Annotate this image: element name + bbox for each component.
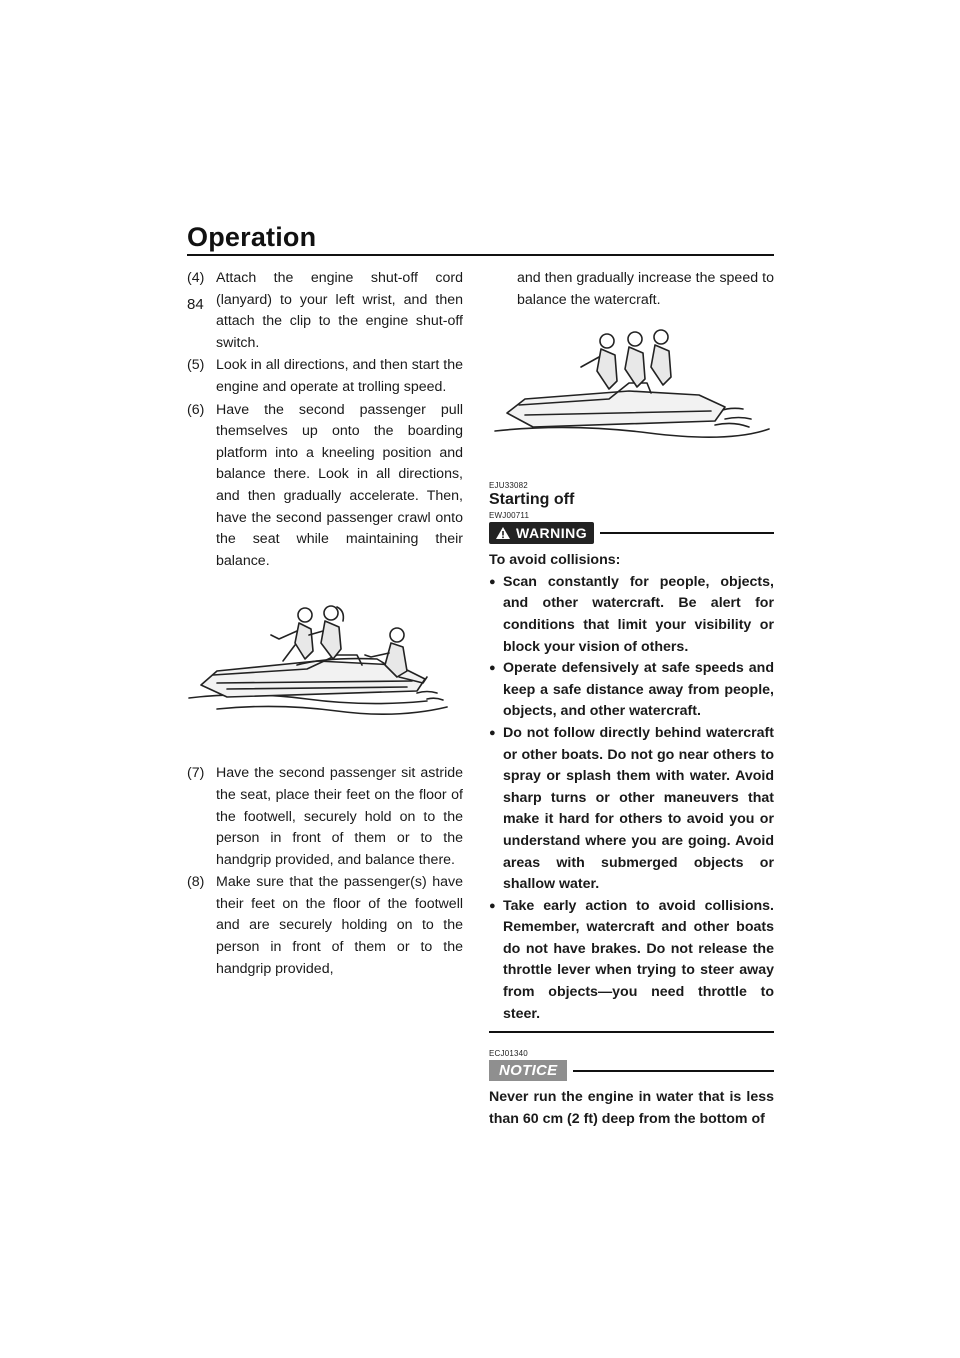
warning-bullet (489, 658, 774, 723)
notice-text: Never run the engine in water that is less than 60 cm (2 ft) deep from the bottom of (489, 1089, 774, 1127)
warning-end-rule (489, 1031, 774, 1033)
step-item (187, 268, 463, 354)
step-number: (4) (187, 270, 205, 286)
bullet-dot: ● (489, 575, 496, 588)
notice-label: NOTICE (489, 1060, 567, 1081)
bullet-dot: ● (489, 662, 496, 675)
step-number: (7) (187, 765, 205, 782)
step-text: Attach the engine shut-off cord (lanyard) to your left wrist, and then attach the clip to the engine shut-off switch. (216, 270, 463, 351)
left-column (187, 268, 463, 981)
step-item (187, 763, 463, 871)
step-number: (6) (187, 401, 205, 418)
section-code: EJU33082 (489, 481, 528, 491)
step-text: Have the second passenger pull themselves up onto the boarding platform into a kneeling position and balance there. Look in all directions, and then gradually accelerate. Then, have the second passenger crawl onto the seat while maintaining their balance. (216, 401, 463, 569)
watercraft-boarding-illustration (187, 573, 463, 763)
step-text: Have the second passenger sit astride the seat, place their feet on the floor of the footwell, securely hold on to the person in front of them or to the handgrip provided, and balance there. (216, 765, 463, 868)
step-text: Make sure that the passenger(s) have their feet on the floor of the footwell and are securely holding on to the person in front of them or to the handgrip provided, (216, 874, 463, 977)
continuation-text: and then gradually increase the speed to balance the watercraft. (517, 270, 774, 308)
warning-triangle-icon (495, 526, 511, 540)
warning-code: EWJ00711 (489, 511, 530, 521)
step-number: (8) (187, 874, 205, 891)
watercraft-three-riders-illustration (489, 311, 774, 481)
warning-header (489, 522, 774, 544)
step-text: Look in all directions, and then start the engine and operate at trolling speed. (216, 357, 463, 395)
warning-bullet (489, 572, 774, 658)
notice-header (489, 1060, 774, 1081)
step-number: (5) (187, 357, 205, 374)
warning-header-rule (600, 532, 774, 534)
warning-bullet (489, 723, 774, 896)
notice-code: ECJ01340 (489, 1049, 528, 1059)
bullet-text: Take early action to avoid collisions. Remember, watercraft and other boats do not have brakes. Do not release the throttle lever when trying to steer away from objects—you need throttle to steer. (503, 897, 774, 1022)
bullet-dot: ● (489, 726, 496, 739)
bullet-dot: ● (489, 899, 496, 912)
warning-label-text: WARNING (516, 525, 588, 542)
warning-label (489, 522, 594, 544)
step-item (187, 355, 463, 398)
warning-bullet (489, 896, 774, 1026)
step-item (187, 872, 463, 980)
notice-header-rule (573, 1070, 774, 1072)
bullet-text: Scan constantly for people, objects, and other watercraft. Be alert for conditions that limit your visibility or block your vision of others. (503, 573, 774, 655)
bullet-text: Operate defensively at safe speeds and keep a safe distance away from people, objects, and other watercraft. (503, 660, 774, 720)
warning-intro: To avoid collisions: (489, 552, 621, 569)
right-column (489, 268, 774, 1130)
header-rule (187, 254, 774, 256)
step-item (187, 400, 463, 573)
section-title: Starting off (489, 491, 575, 509)
bullet-text: Do not follow directly behind watercraft or other boats. Do not go near others to spray or splash them with water. Avoid sharp turns or other maneuvers that make it hard for others to avoid you or understand where you are going. Avoid areas with submerged objects or shallow water. (503, 724, 774, 893)
page-title: Operation (187, 222, 317, 252)
page-number: 84 (187, 296, 204, 313)
